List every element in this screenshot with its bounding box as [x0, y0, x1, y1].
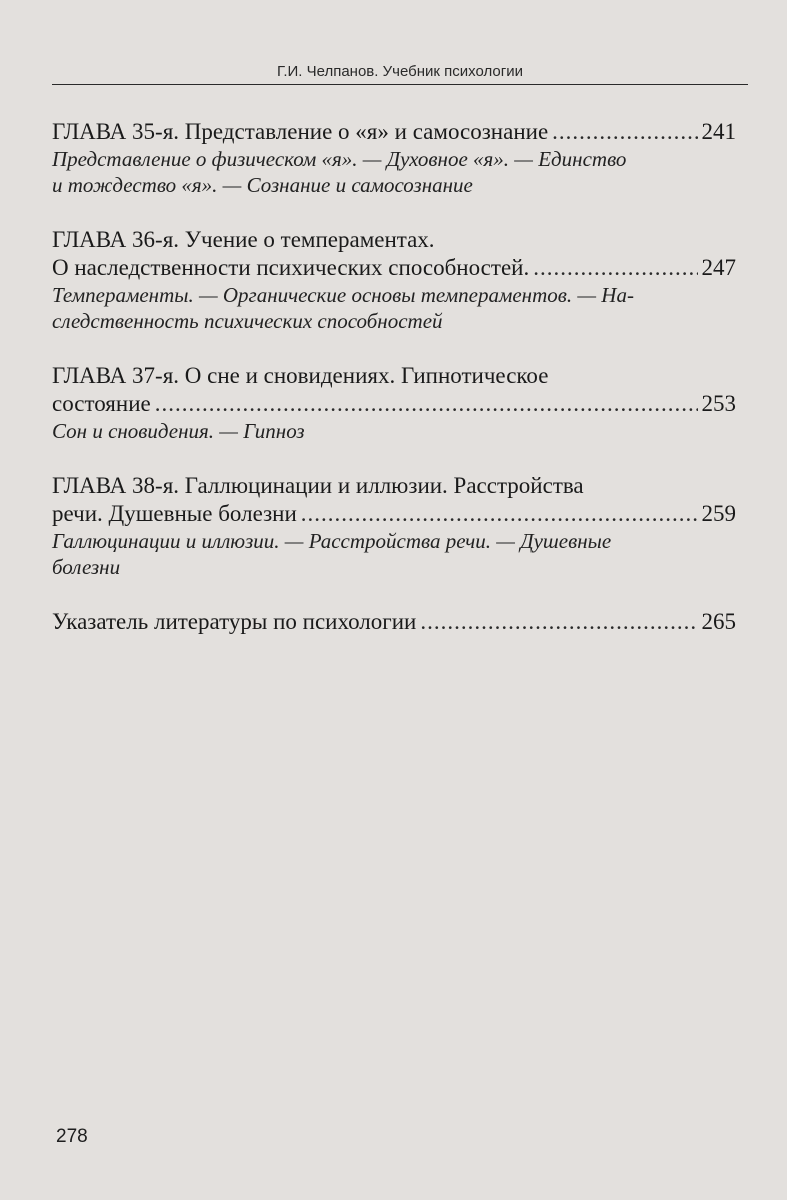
toc-entry-chapter-38 [52, 472, 736, 580]
running-head: Г.И. Челпанов. Учебник психологии [277, 63, 523, 80]
toc-title-text: ГЛАВА 36-я. Учение о темпераментах. [52, 227, 435, 252]
toc-title-line [52, 500, 736, 528]
toc-page-number: 253 [701, 391, 736, 416]
leader-dots [552, 118, 697, 146]
toc-title-line [52, 362, 736, 390]
toc-subtitle-line: Галлюцинации и иллюзии. — Расстройства речи. — Душевные [52, 529, 612, 553]
toc-page-number: 259 [701, 501, 736, 526]
table-of-contents [52, 118, 736, 664]
toc-title-line [52, 226, 736, 254]
toc-title-text: О наследственности психических способностей. [52, 255, 530, 280]
toc-title-line [52, 472, 736, 500]
toc-subtitle-line: Темпераменты. — Органические основы темпераментов. — На- [52, 283, 634, 307]
toc-entry-bibliography [52, 608, 736, 636]
toc-title-text: речи. Душевные болезни [52, 501, 297, 526]
toc-entry-chapter-35 [52, 118, 736, 198]
leader-dots [533, 254, 697, 282]
header-rule [52, 84, 748, 85]
toc-title-line [52, 390, 736, 418]
toc-title-text: Указатель литературы по психологии [52, 609, 417, 634]
toc-title-line [52, 254, 736, 282]
toc-entry-chapter-36 [52, 226, 736, 334]
toc-title-text: ГЛАВА 38-я. Галлюцинации и иллюзии. Расстройства [52, 473, 584, 498]
leader-dots [301, 500, 698, 528]
toc-title-text: ГЛАВА 37-я. О сне и сновидениях. Гипнотическое [52, 363, 549, 388]
toc-title-line [52, 608, 736, 636]
toc-page-number: 265 [701, 609, 736, 634]
toc-page-number: 241 [701, 119, 736, 144]
toc-subtitle-line: следственность психических способностей [52, 309, 443, 333]
leader-dots [420, 608, 697, 636]
page-number: 278 [56, 1126, 88, 1147]
toc-title-text: ГЛАВА 35-я. Представление о «я» и самосознание [52, 119, 549, 144]
leader-dots [155, 390, 698, 418]
toc-title-text: состояние [52, 391, 151, 416]
toc-subtitle-line: Представление о физическом «я». — Духовное «я». — Единство [52, 147, 627, 171]
toc-entry-chapter-37 [52, 362, 736, 444]
toc-title-line [52, 118, 736, 146]
toc-subtitle-line: Сон и сновидения. — Гипноз [52, 419, 305, 443]
toc-subtitle-line: и тождество «я». — Сознание и самосознание [52, 173, 473, 197]
toc-page-number: 247 [701, 255, 736, 280]
toc-subtitle-line: болезни [52, 555, 121, 579]
